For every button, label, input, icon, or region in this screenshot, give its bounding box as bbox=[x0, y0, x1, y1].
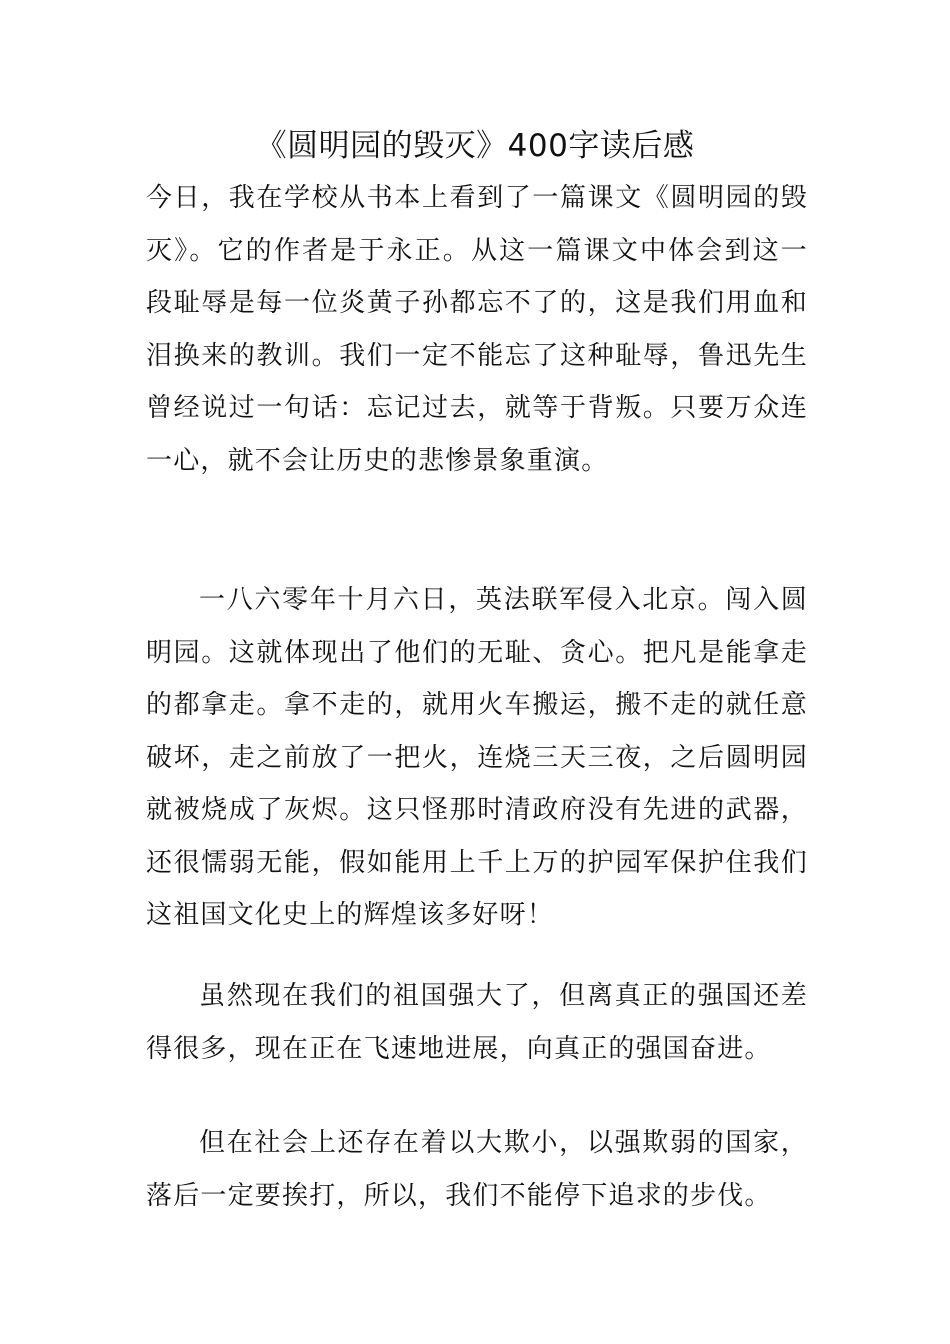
paragraph-history: 一八六零年十月六日，英法联军侵入北京。闯入圆明园。这就体现出了他们的无耻、贪心。把凡是能拿走的都拿走。拿不走的，就用火车搬运，搬不走的就任意破坏，走之前放了一把火，连烧三天三夜，之后圆明园就被烧成了灰烬。这只怪那时清政府没有先进的武器，还很懦弱无能，假如能用上千上万的护园军保护住我们这祖国文化史上的辉煌该多好呀！ bbox=[146, 585, 808, 930]
document-title: 《圆明园的毁灭》400字读后感 bbox=[255, 128, 695, 164]
paragraph-present: 虽然现在我们的祖国强大了，但离真正的强国还差得很多，现在正在飞速地进展，向真正的强国奋进。 bbox=[146, 981, 808, 1064]
paragraph-conclusion: 但在社会上还存在着以大欺小，以强欺弱的国家，落后一定要挨打，所以，我们不能停下追求的步伐。 bbox=[146, 1128, 808, 1211]
paragraph-intro: 今日，我在学校从书本上看到了一篇课文《圆明园的毁灭》。它的作者是于永正。从这一篇课文中体会到这一段耻辱是每一位炎黄子孙都忘不了的，这是我们用血和泪换来的教训。我们一定不能忘了这种耻辱，鲁迅先生曾经说过一句话：忘记过去，就等于背叛。只要万众连一心，就不会让历史的悲惨景象重演。 bbox=[146, 183, 808, 476]
